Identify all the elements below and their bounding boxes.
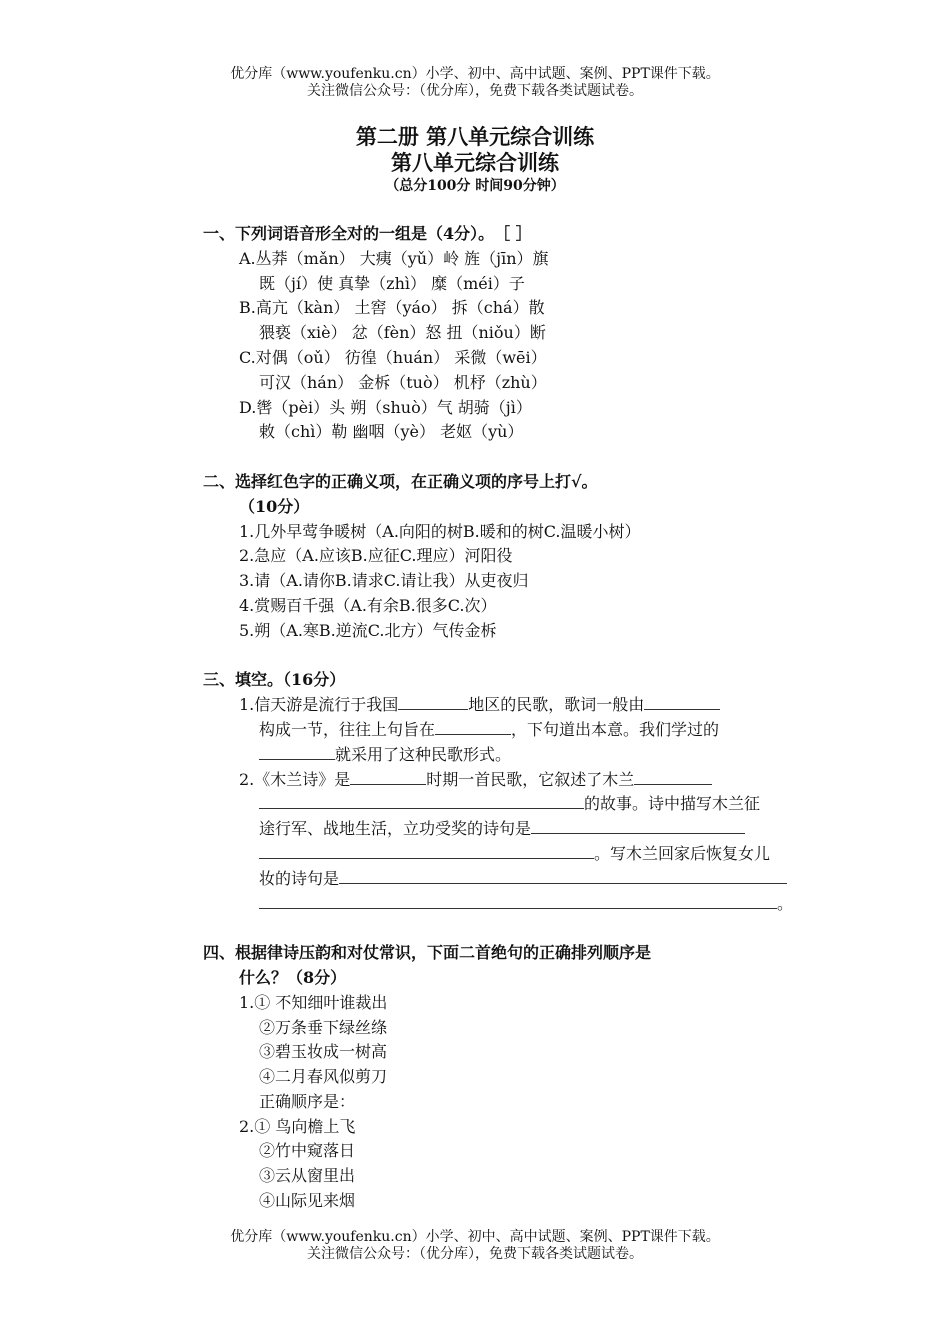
s1-option-c1: C.对偶（oǔ） 彷徨（huán） 采微（wēi） xyxy=(239,347,547,367)
blank-story-1[interactable] xyxy=(634,769,712,785)
blank-home-verse-2[interactable] xyxy=(259,893,777,909)
s4-poem1-line4: ④二月春风似剪刀 xyxy=(259,1067,388,1087)
s3-q1-text-a: 1.信天游是流行于我国 xyxy=(239,695,399,715)
spacer xyxy=(203,916,813,941)
s3-q2-line5 xyxy=(203,867,813,892)
page-header xyxy=(0,66,950,100)
blank-story-2[interactable] xyxy=(259,793,584,809)
s3-q1-text-d: ，下句道出本意。我们学过的 xyxy=(511,719,720,739)
s1-option-d1: D.辔（pèi）头 朔（shuò）气 胡骑（jì） xyxy=(239,397,532,417)
s3-q2-text-a: 2.《木兰诗》是 xyxy=(239,769,351,789)
blank-learned-work[interactable] xyxy=(259,744,335,760)
s1-option-a2: 既（jí）使 真挚（zhì） 糜（méi）子 xyxy=(259,273,525,293)
s1-option-b2: 猥亵（xiè） 忿（fèn）怒 扭（niǒu）断 xyxy=(259,323,546,343)
footer-line-2: 关注微信公众号：（优分库），免费下载各类试题试卷。 xyxy=(307,1246,643,1262)
blank-war-verse-1[interactable] xyxy=(531,818,745,834)
s4-poem2-line2: ②竹中窥落日 xyxy=(259,1141,356,1161)
header-line-1: 优分库（www.youfenku.cn）小学、初中、高中试题、案例、PPT课件下载。 xyxy=(230,66,720,82)
s4-poem1-line2: ②万条垂下绿丝绦 xyxy=(259,1017,388,1037)
s3-q1-text-e: 就采用了这种民歌形式。 xyxy=(335,744,512,764)
s1-option-b1: B.高亢（kàn） 土窖（yáo） 拆（chá）散 xyxy=(239,298,545,318)
s3-q2-text-b: 时期一首民歌，它叙述了木兰 xyxy=(426,769,635,789)
s2-item-5: 5.朔（A.寒B.逆流C.北方）气传金柝 xyxy=(239,620,497,640)
spacer xyxy=(203,644,813,669)
blank-war-verse-2[interactable] xyxy=(259,843,594,859)
section1-heading: 一、下列词语音形全对的一组是（4分）。 ［ ］ xyxy=(203,224,532,243)
s3-q2-line6 xyxy=(203,892,813,917)
s3-q1-text-c: 构成一节，往往上句旨在 xyxy=(259,719,436,739)
s3-q1-text-b: 地区的民歌，歌词一般由 xyxy=(468,695,645,715)
s4-poem2-line1: 2.① 鸟向檐上飞 xyxy=(239,1116,356,1136)
main-title: 第二册 第八单元综合训练 xyxy=(355,124,595,149)
s4-answer-label: 正确顺序是： xyxy=(259,1091,356,1111)
s3-q2-line1 xyxy=(203,768,813,793)
s2-item-3: 3.请（A.请你B.请求C.请让我）从吏夜归 xyxy=(239,571,529,591)
blank-era[interactable] xyxy=(350,769,426,785)
s3-q2-text-f: 妆的诗句是 xyxy=(259,868,340,888)
blank-home-verse-1[interactable] xyxy=(339,868,787,884)
section2-heading: 二、选择红色字的正确义项，在正确义项的序号上打√。 xyxy=(203,471,598,491)
section4-heading-2: 什么？（8分） xyxy=(239,967,347,987)
s4-poem2-line3: ③云从窗里出 xyxy=(259,1166,356,1186)
s2-item-2: 2.急应（A.应该B.应征C.理应）河阳役 xyxy=(239,546,513,566)
s3-q2-line3 xyxy=(203,817,813,842)
s4-poem1-line3: ③碧玉妆成一树高 xyxy=(259,1042,388,1062)
section4-heading-1: 四、根据律诗压韵和对仗常识，下面二首绝句的正确排列顺序是 xyxy=(203,943,652,963)
section2-score: （10分） xyxy=(239,496,310,516)
s2-item-4: 4.赏赐百千强（A.有余B.很多C.次） xyxy=(239,595,497,615)
score-time: （总分100分 时间90分钟） xyxy=(385,178,565,194)
s2-item-1: 1.几外早莺争暖树（A.向阳的树B.暖和的树C.温暖小树） xyxy=(239,521,641,541)
section3-heading: 三、填空。（16分） xyxy=(203,670,346,690)
spacer xyxy=(203,445,813,470)
header-line-2: 关注微信公众号：（优分库），免费下载各类试题试卷。 xyxy=(307,83,643,99)
blank-upper-purpose[interactable] xyxy=(435,719,511,735)
title-block xyxy=(0,124,950,196)
blank-region[interactable] xyxy=(398,694,468,710)
s3-q2-line2 xyxy=(203,792,813,817)
page-footer xyxy=(0,1229,950,1263)
s3-q2-line4 xyxy=(203,842,813,867)
footer-line-1: 优分库（www.youfenku.cn）小学、初中、高中试题、案例、PPT课件下载。 xyxy=(230,1229,720,1245)
blank-composition[interactable] xyxy=(644,694,720,710)
s4-poem2-line4: ④山际见来烟 xyxy=(259,1191,356,1211)
sub-title: 第八单元综合训练 xyxy=(391,150,559,175)
s1-option-c2: 可汉（hán） 金柝（tuò） 机杼（zhù） xyxy=(259,372,547,392)
s3-q2-text-c: 的故事。诗中描写木兰征 xyxy=(584,794,761,814)
s3-q2-text-d: 途行军、战地生活，立功受奖的诗句是 xyxy=(259,819,532,839)
exam-content xyxy=(203,222,813,1214)
s1-option-a1: A.丛莽（mǎn） 大痍（yǔ）岭 旌（jīn）旗 xyxy=(239,248,549,268)
s3-q1-line1 xyxy=(203,693,813,718)
s3-q2-text-e: 。写木兰回家后恢复女儿 xyxy=(594,843,771,863)
s3-q2-text-g: 。 xyxy=(777,893,794,913)
s3-q1-line3 xyxy=(203,743,813,768)
s4-poem1-line1: 1.① 不知细叶谁裁出 xyxy=(239,992,388,1012)
s3-q1-line2 xyxy=(203,718,813,743)
s1-option-d2: 敕（chì）勒 幽咽（yè） 老妪（yù） xyxy=(259,422,524,442)
